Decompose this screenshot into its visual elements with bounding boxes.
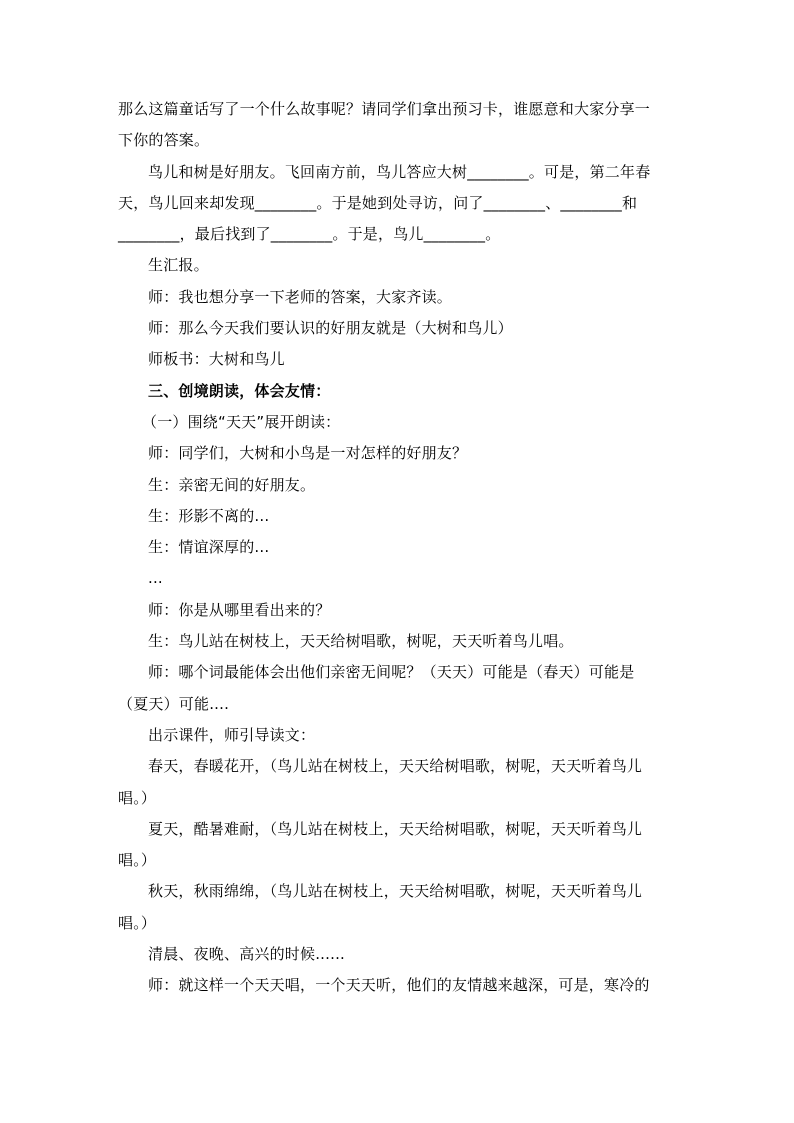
subsection-heading: （一）围绕“天天”展开朗读： [142, 412, 341, 431]
fill-in-blank-line: 鸟儿和树是好朋友。飞回南方前，鸟儿答应大树________。可是，第二年春 [148, 162, 651, 181]
fill-in-blank-line: ________，最后找到了________。于是，鸟儿________。 [118, 225, 501, 244]
paragraph-line: （夏天）可能.... [118, 694, 230, 713]
section-heading: 三、创境朗读，体会友情： [148, 381, 331, 400]
paragraph-line: 出示课件，师引导读文： [148, 725, 316, 744]
paragraph-line: 春天，春暖花开，（鸟儿站在树枝上，天天给树唱歌，树呢，天天听着鸟儿 [148, 757, 643, 776]
fill-in-blank-line: 天，鸟儿回来却发现________。于是她到处寻访，问了________、________和 [118, 193, 638, 212]
paragraph-line: 生：亲密无间的好朋友。 [148, 475, 316, 494]
paragraph-line: 师板书：大树和鸟儿 [148, 350, 285, 369]
paragraph-line: 师：就这样一个天天唱，一个天天听，他们的友情越来越深，可是，寒冷的 [148, 976, 650, 995]
paragraph-line: 唱。） [118, 788, 157, 807]
paragraph-line: 生：形影不离的... [148, 506, 270, 525]
paragraph-line: ... [148, 569, 163, 588]
paragraph-line: 师：那么今天我们要认识的好朋友就是（大树和鸟儿） [148, 319, 513, 338]
paragraph-line: 师：我也想分享一下老师的答案，大家齐读。 [148, 287, 453, 306]
paragraph-line: 下你的答案。 [118, 131, 210, 150]
paragraph-line: 生汇报。 [148, 256, 209, 275]
document-page [118, 94, 678, 1002]
paragraph-line: 师：哪个词最能体会出他们亲密无间呢？（天天）可能是（春天）可能是 [148, 663, 635, 682]
paragraph-line: 清晨、夜晚、高兴的时候...... [148, 945, 346, 964]
paragraph-line: 唱。） [118, 851, 157, 870]
paragraph-line: 秋天，秋雨绵绵，（鸟儿站在树枝上，天天给树唱歌，树呢，天天听着鸟儿 [148, 882, 643, 901]
paragraph-line: 生：鸟儿站在树枝上，天天给树唱歌，树呢，天天听着鸟儿唱。 [148, 632, 574, 651]
paragraph-line: 夏天，酷暑难耐，（鸟儿站在树枝上，天天给树唱歌，树呢，天天听着鸟儿 [148, 819, 643, 838]
paragraph-line: 师：你是从哪里看出来的？ [148, 600, 331, 619]
paragraph-line: 生：情谊深厚的... [148, 538, 270, 557]
paragraph-line: 师：同学们，大树和小鸟是一对怎样的好朋友？ [148, 444, 468, 463]
paragraph-line: 那么这篇童话写了一个什么故事呢？请同学们拿出预习卡，谁愿意和大家分享一 [118, 100, 651, 118]
paragraph-line: 唱。） [118, 913, 157, 932]
